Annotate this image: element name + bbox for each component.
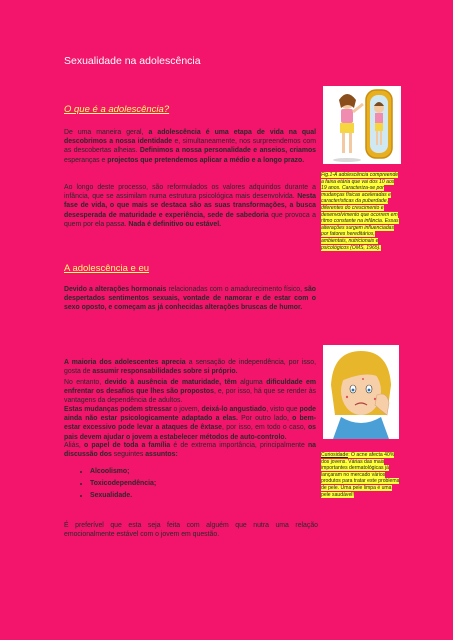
acne-girl-illustration xyxy=(323,345,399,439)
text-run: dificuldade em enfrentar os desafios que lhes são propostos xyxy=(64,379,316,396)
topics-list xyxy=(76,466,156,502)
figure-caption-1: Fig.1-A adolescência compreende a faixa etária que vai dos 10 aos 19 anos. Caracteriza-se por mudanças físicas aceleradas e características da puberdade, diferentes do crescimento e desenvolvimento que ocorrem em ritmo constante na infância. Essas alterações surgem influenciadas por fatores hereditários, ambientais, nutricionais e psicológicos (OMS, 1965). xyxy=(321,172,399,251)
figure-caption-2: Curiosidade: O acne afecta 40% dos jovens. Várias das mais importantes dermatológicas já lançaram no mercado vários produtos para tratar este problema de pele. Uma pele limpa é uma pele saudável! xyxy=(321,452,400,498)
text-run: Nesta fase de vida, o que mais se destaca são as suas transformações, a busca desesperada de maturidade e experiência, sede de sabedoria xyxy=(64,193,316,219)
text-run: Devido a alterações hormonais xyxy=(64,286,167,293)
text-run: o papel de toda a família xyxy=(84,442,171,449)
text-run: pode ainda não estar psicologicamente adaptado a elas. xyxy=(64,406,317,423)
text-run: é de extrema importância, principalmente xyxy=(170,442,308,449)
text-run: deixá-lo angustiado xyxy=(201,406,267,413)
section-heading-adolescence-and-me: A adolescência e eu xyxy=(64,263,150,274)
list-item: • Sexualidade. xyxy=(90,490,156,502)
text-run: a sensação de independência, por isso, gosta de xyxy=(64,359,316,376)
text-run: , por isso, em todo o caso, xyxy=(221,424,308,432)
text-run: assuntos: xyxy=(145,451,178,459)
text-run: Ao longo deste processo, são reformulados os valores adquiridos durante a infância, que se assimilam numa estrutura psicológica mais desenvolvida. xyxy=(64,184,316,201)
text-run: seguintes xyxy=(111,451,146,459)
paragraph-independence xyxy=(64,358,316,376)
text-run: É preferível que esta seja feita com alguém que nutra uma relação emocionalmente estável com o jovem em questão. xyxy=(64,522,318,539)
paragraph-stress xyxy=(64,405,316,442)
text-run: No entanto, xyxy=(64,379,105,386)
text-run: Por outro lado, xyxy=(237,415,293,423)
paragraph-intro xyxy=(64,128,316,165)
text-run: o jovem, xyxy=(171,406,202,413)
text-run: projectos que pretendemos aplicar a médio e a longo prazo. xyxy=(107,156,305,164)
text-run: , e, por isso, há que se render às vantagens da dependência de adultos. xyxy=(64,388,316,405)
text-run: A maioria dos adolescentes aprecia xyxy=(64,359,186,366)
mirror-girl-illustration xyxy=(323,86,401,164)
text-run: que provoca a quem por ela passa. xyxy=(64,211,317,228)
paragraph-process xyxy=(64,183,316,229)
page-title: Sexualidade na adolescência xyxy=(64,55,201,67)
text-run: são despertados sentimentos sexuais, vontade de namorar e de estar com o sexo oposto, e começam as já conhecidas alterações bruscas de humor. xyxy=(64,286,316,312)
text-run: Definimos a nossa personalidade e anseios, criamos xyxy=(139,147,316,155)
paragraph-maturity xyxy=(64,378,316,406)
text-run: os pais devem ajudar o jovem a estabelecer métodos de auto-controlo. xyxy=(64,424,316,441)
text-run: na discussão dos xyxy=(64,442,316,459)
text-run: e, simultaneamente, nos surpreendemos com as descobertas alheias. xyxy=(64,138,316,155)
text-run: Estas mudanças podem stressar xyxy=(64,406,172,413)
text-run: alguma xyxy=(236,379,267,386)
paragraph-conclusion xyxy=(64,521,318,539)
text-run: a adolescência é uma etapa de vida na qual descobrimos a nossa identidade xyxy=(64,129,316,146)
text-run: assumir responsabilidades sobre si próprio. xyxy=(92,368,238,376)
list-item: • Alcoolismo; xyxy=(90,466,156,478)
text-run: o bem-estar excessivo pode levar a ataques de êxtase xyxy=(64,415,316,432)
text-run: Nada é definitivo ou estável. xyxy=(128,220,222,228)
text-run: devido à ausência de maturidade, têm xyxy=(104,379,237,386)
text-run: , visto que xyxy=(266,406,300,413)
paragraph-hormones xyxy=(64,285,316,313)
text-run: De uma maneira geral, xyxy=(64,129,149,136)
list-item: • Toxicodependência; xyxy=(90,478,156,490)
section-heading-adolescence: O que é a adolescência? xyxy=(64,104,170,115)
paragraph-family xyxy=(64,441,316,459)
text-run: relacionadas com o amadurecimento físico, xyxy=(166,286,305,293)
text-run: Aliás, xyxy=(64,442,85,449)
text-run: esperanças e xyxy=(64,156,108,164)
